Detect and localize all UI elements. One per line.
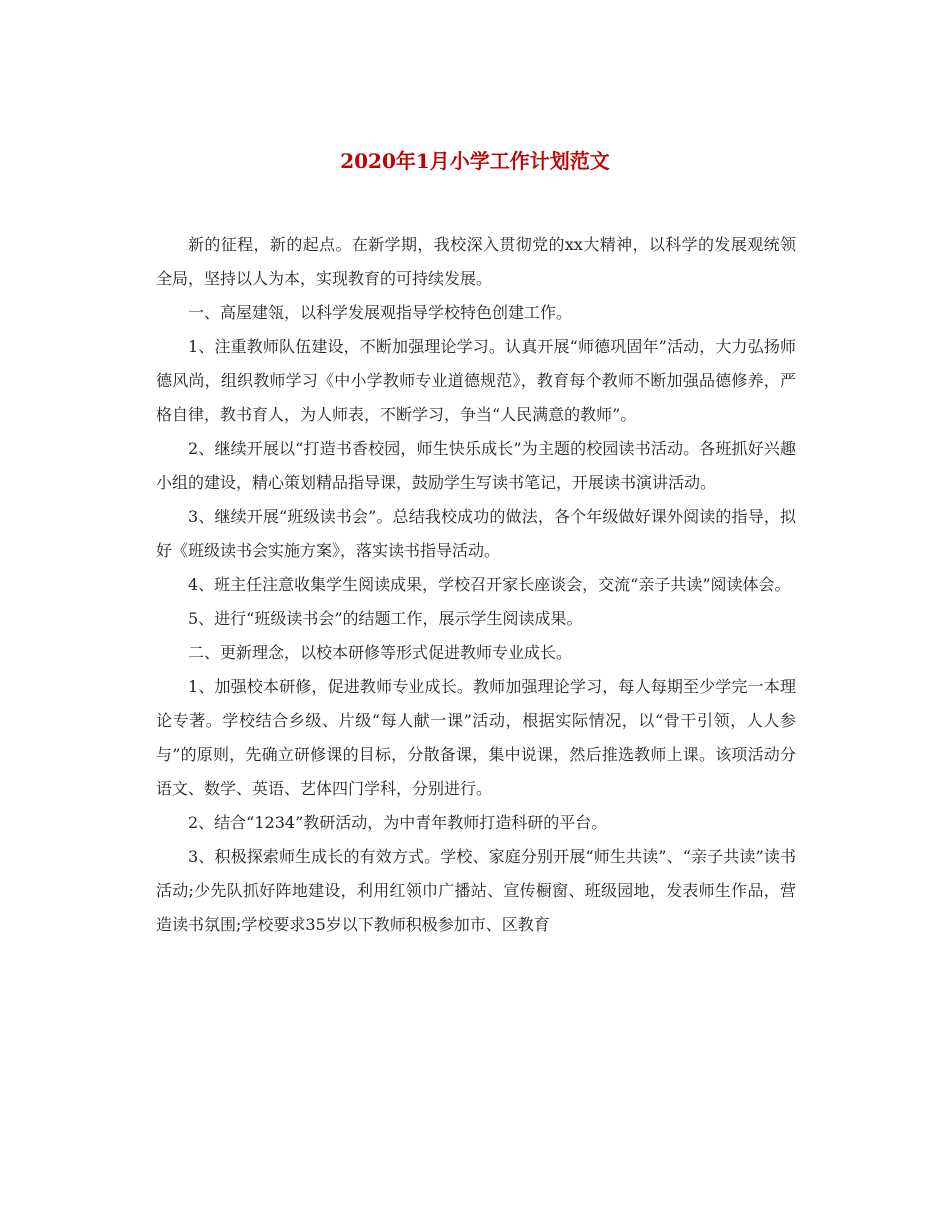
paragraph: 5、进行“班级读书会”的结题工作，展示学生阅读成果。 [188, 609, 583, 628]
paragraph: 2、继续开展以“打造书香校园，师生快乐成长”为主题的校园读书活动。各班抓好兴趣小组的建设，精心策划精品指导课，鼓励学生写读书笔记，开展读书演讲活动。 [156, 439, 796, 492]
paragraph: 1、加强校本研修，促进教师专业成长。教师加强理论学习，每人每期至少学完一本理论专著。学校结合乡级、片级“每人献一课”活动，根据实际情况，以“骨干引领，人人参与”的原则，先确立研修课的目标，分散备课，集中说课，然后推选教师上课。该项活动分语文、数学、英语、艺体四门学科，分别进行。 [156, 677, 796, 798]
section-heading: 二、更新理念，以校本研修等形式促进教师专业成长。 [188, 643, 573, 662]
paragraph: 3、积极探索师生成长的有效方式。学校、家庭分别开展“师生共读”、“亲子共读”读书活动;少先队抓好阵地建设，利用红领巾广播站、宣传橱窗、班级园地，发表师生作品，营造读书氛围;学校要求35岁以下教师积极参加市、区教育 [156, 847, 796, 934]
paragraph: 1、注重教师队伍建设，不断加强理论学习。认真开展“师德巩固年”活动，大力弘扬师德风尚，组织教师学习《中小学教师专业道德规范》，教育每个教师不断加强品德修养，严格自律，教书育人，为人师表，不断学习，争当“人民满意的教师”。 [156, 337, 796, 424]
document-title: 2020年1月小学工作计划范文 [340, 149, 610, 173]
paragraph: 4、班主任注意收集学生阅读成果，学校召开家长座谈会，交流“亲子共读”阅读体会。 [188, 575, 791, 594]
paragraph: 新的征程，新的起点。在新学期，我校深入贯彻党的xx大精神，以科学的发展观统领全局，坚持以人为本，实现教育的可持续发展。 [156, 235, 796, 288]
document-body [156, 228, 796, 942]
paragraph: 2、结合“1234”教研活动，为中青年教师打造科研的平台。 [188, 813, 608, 832]
paragraph: 3、继续开展“班级读书会”。总结我校成功的做法，各个年级做好课外阅读的指导，拟好《班级读书会实施方案》，落实读书指导活动。 [156, 507, 796, 560]
section-heading: 一、高屋建瓴，以科学发展观指导学校特色创建工作。 [188, 303, 573, 322]
